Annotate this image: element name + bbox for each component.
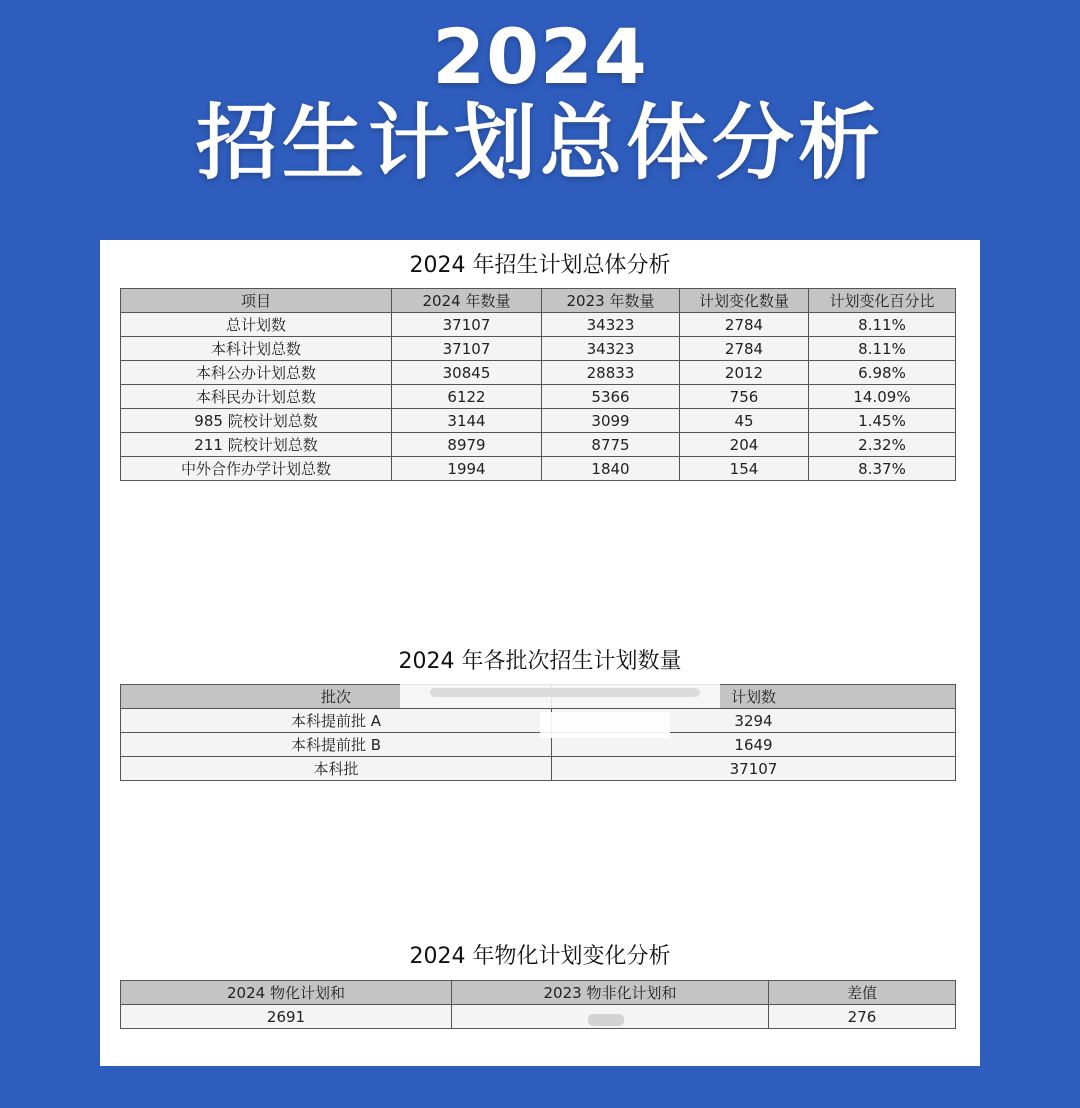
table2-caption: 2024 年各批次招生计划数量 — [398, 649, 682, 674]
table-cell: 2691 — [121, 1005, 452, 1029]
table-cell: 本科批 — [121, 757, 552, 781]
document-sheet — [100, 240, 980, 1066]
table-cell: 211 院校计划总数 — [121, 433, 392, 457]
table-cell: 2784 — [680, 313, 809, 337]
table-cell: 30845 — [392, 361, 542, 385]
table-cell: 2012 — [680, 361, 809, 385]
table-cell: 34323 — [542, 337, 680, 361]
table-cell: 3099 — [542, 409, 680, 433]
column-header: 项目 — [121, 289, 392, 313]
table-header-row — [121, 289, 956, 313]
table-row — [121, 433, 956, 457]
hero-title: 招生计划总体分析 — [195, 96, 884, 191]
table-row — [121, 313, 956, 337]
table-cell: 37107 — [392, 313, 542, 337]
table-cell: 37107 — [552, 757, 956, 781]
table-cell: 1649 — [552, 733, 956, 757]
table-cell: 本科民办计划总数 — [121, 385, 392, 409]
table-cell: 2784 — [680, 337, 809, 361]
table-cell: 276 — [769, 1005, 956, 1029]
table-cell: 37107 — [392, 337, 542, 361]
table-row — [121, 385, 956, 409]
column-header: 2023 年数量 — [542, 289, 680, 313]
table3-caption: 2024 年物化计划变化分析 — [409, 944, 671, 969]
table-row — [121, 709, 956, 733]
table-cell: 总计划数 — [121, 313, 392, 337]
table-row — [121, 457, 956, 481]
table-cell: 8775 — [542, 433, 680, 457]
column-header: 计划变化百分比 — [809, 289, 956, 313]
table-row — [121, 409, 956, 433]
table-cell: 985 院校计划总数 — [121, 409, 392, 433]
column-header: 2024 年数量 — [392, 289, 542, 313]
overall-plan-table — [120, 288, 956, 481]
table-row — [121, 361, 956, 385]
table-header-row — [121, 981, 956, 1005]
table-cell: 28833 — [542, 361, 680, 385]
column-header: 2024 物化计划和 — [121, 981, 452, 1005]
column-header: 差值 — [769, 981, 956, 1005]
table-cell: 本科计划总数 — [121, 337, 392, 361]
table-cell: 154 — [680, 457, 809, 481]
table-cell: 8.11% — [809, 313, 956, 337]
table-row — [121, 757, 956, 781]
table-cell: 5366 — [542, 385, 680, 409]
table-cell: 6122 — [392, 385, 542, 409]
watermark-smudge — [430, 688, 700, 697]
table-row — [121, 733, 956, 757]
table-cell: 8.11% — [809, 337, 956, 361]
table-cell: 45 — [680, 409, 809, 433]
table-cell: 本科提前批 B — [121, 733, 552, 757]
table-cell: 中外合作办学计划总数 — [121, 457, 392, 481]
table-cell: 3294 — [552, 709, 956, 733]
table-cell: 本科公办计划总数 — [121, 361, 392, 385]
column-header: 计划数 — [552, 685, 956, 709]
table-cell: 1994 — [392, 457, 542, 481]
table-cell: 8979 — [392, 433, 542, 457]
table-cell: 204 — [680, 433, 809, 457]
column-header: 2023 物非化计划和 — [452, 981, 769, 1005]
table1-caption: 2024 年招生计划总体分析 — [409, 253, 671, 278]
table-cell: 34323 — [542, 313, 680, 337]
column-header: 批次 — [121, 685, 552, 709]
hero-year: 2024 — [432, 12, 648, 101]
table-cell: 2.32% — [809, 433, 956, 457]
table-row — [121, 337, 956, 361]
table-cell: 3144 — [392, 409, 542, 433]
table-row — [121, 1005, 956, 1029]
table-cell: 14.09% — [809, 385, 956, 409]
watermark-smudge — [588, 1014, 624, 1026]
table-cell: 756 — [680, 385, 809, 409]
table-cell: 6.98% — [809, 361, 956, 385]
column-header: 计划变化数量 — [680, 289, 809, 313]
table-cell: 1840 — [542, 457, 680, 481]
table-cell: 8.37% — [809, 457, 956, 481]
physics-chemistry-table — [120, 980, 956, 1029]
table-cell: 本科提前批 A — [121, 709, 552, 733]
watermark-smudge — [540, 712, 670, 738]
table-cell: 1.45% — [809, 409, 956, 433]
